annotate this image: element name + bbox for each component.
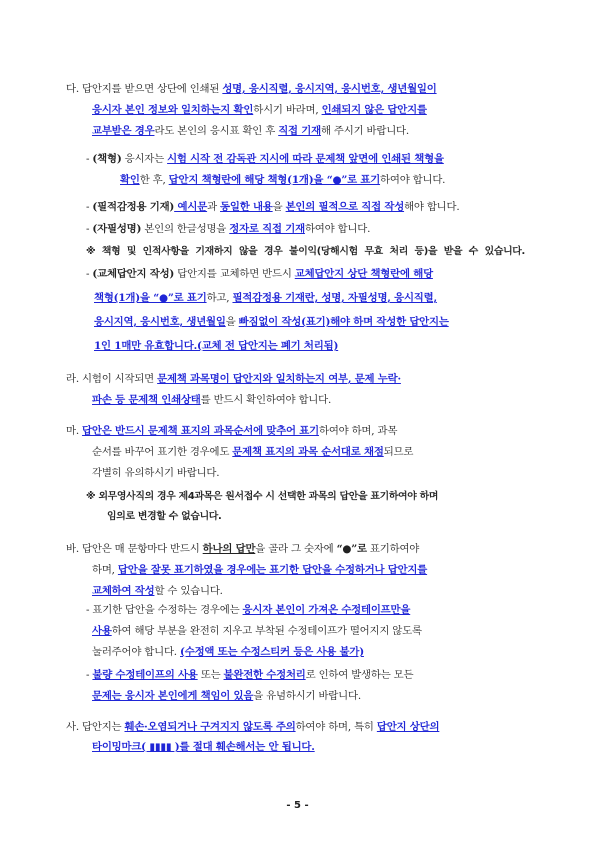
text-run: 라. 시험이 시작되면 xyxy=(66,373,158,385)
text-run: 하여야 하며, 특히 xyxy=(295,721,377,733)
text-line xyxy=(92,689,361,703)
text-run: 로 인하여 발생하는 모든 xyxy=(305,669,414,681)
text-run: 문제책 과목명이 답안지와 일치하는지 여부, 문제 누락· xyxy=(157,373,401,385)
text-run: 교체답안지 상단 책형란에 해당 xyxy=(294,268,433,280)
text-line xyxy=(92,740,315,754)
text-line xyxy=(107,509,222,524)
text-run: 하고, xyxy=(206,292,233,304)
text-run: 하여 해당 부분을 완전히 지우고 부착된 수정테이프가 떨어지지 않도록 xyxy=(111,625,422,637)
text-run: - xyxy=(86,268,93,280)
text-run: 불량 수정테이프의 사용 xyxy=(92,669,198,681)
text-run: 교체하여 작성 xyxy=(92,585,155,597)
text-line xyxy=(86,267,433,281)
text-run: 과 xyxy=(207,201,221,213)
text-run: 한 후, xyxy=(139,174,169,186)
text-run: 인쇄되지 않은 답안지를 xyxy=(321,104,427,116)
text-line xyxy=(86,244,525,259)
text-run: 직접 기재 xyxy=(278,125,321,137)
text-run: 교부받은 경우 xyxy=(92,125,155,137)
text-run: 응시자 본인이 가져온 수정테이프만을 xyxy=(242,604,411,616)
text-line xyxy=(66,720,439,734)
text-run: 되므로 xyxy=(383,446,414,458)
text-run: 을 골라 그 숫자에 xyxy=(255,543,337,555)
text-run: (책형) xyxy=(92,153,122,165)
text-run: 필적감정용 기재란, 성명, 자필성명, 응시직렬, xyxy=(232,292,437,304)
text-run: 1인 1매만 유효합니다.(교체 전 답안지는 폐기 처리됨) xyxy=(94,340,339,352)
page-number: - 5 - xyxy=(286,800,309,811)
text-run: 하여야 합니다. xyxy=(304,223,371,235)
text-run: 답안지를 교체하면 반드시 xyxy=(174,268,295,280)
text-run: 하여야 합니다. xyxy=(380,174,446,186)
text-line xyxy=(66,424,397,438)
text-line xyxy=(86,489,438,504)
text-run: 답안은 반드시 문제책 표지의 과목순서에 맞추어 표기 xyxy=(82,425,319,437)
text-run: 을 xyxy=(272,201,286,213)
text-run: 시험 시작 전 감독관 지시에 따라 문제책 앞면에 인쇄된 책형을 xyxy=(167,153,444,165)
text-line xyxy=(94,339,338,353)
text-run: - xyxy=(86,669,93,681)
text-run: 불완전한 수정처리 xyxy=(223,669,306,681)
text-line xyxy=(66,542,419,556)
text-run: ※ 외무영사직의 경우 제4과목은 원서접수 시 선택한 과목의 답안을 표기하여야 하며 xyxy=(86,491,439,502)
text-run: 해 주시기 바랍니다. xyxy=(320,125,409,137)
text-run: 빠짐없이 작성(표기)해야 하며 작성한 답안지는 xyxy=(238,316,449,328)
text-line xyxy=(92,103,427,117)
text-run: 바. 답안은 매 문항마다 반드시 xyxy=(66,543,203,555)
text-run: 를 반드시 확인하여야 합니다. xyxy=(200,394,332,406)
text-run: 순서를 바꾸어 표기한 경우에도 xyxy=(92,446,233,458)
text-run: 답안지 상단의 xyxy=(376,721,440,733)
text-run: (교체답안지 작성) xyxy=(92,268,175,280)
text-run: 응시지역, 응시번호, 생년월일 xyxy=(94,316,226,328)
text-line xyxy=(86,668,413,682)
text-run: - xyxy=(86,201,93,213)
text-line xyxy=(92,645,364,659)
text-run: 문제책 표지의 과목 순서대로 채점 xyxy=(232,446,384,458)
text-run: 표기하여야 xyxy=(366,543,420,555)
text-run: 하며, xyxy=(92,564,118,576)
text-run: (수정액 또는 수정스티커 등은 사용 불가) xyxy=(180,646,364,658)
text-run: - xyxy=(86,223,93,235)
text-run: (자필성명) xyxy=(92,223,142,235)
text-run: 본인의 필적으로 직접 작성 xyxy=(285,201,405,213)
text-run: 다. 답안지를 받으면 상단에 인쇄된 xyxy=(66,83,223,95)
text-run: 임의로 변경할 수 없습니다. xyxy=(107,511,222,522)
text-line xyxy=(92,584,223,598)
text-line xyxy=(92,445,413,459)
text-run: 하시기 바라며, xyxy=(253,104,322,116)
text-run: 답안지 책형란에 해당 책형(1개)을 “●”로 표기 xyxy=(168,174,381,186)
text-run: 하여야 하며, 과목 xyxy=(318,425,398,437)
text-run: 답안을 잘못 표기하였을 경우에는 표기한 답안을 수정하거나 답안지를 xyxy=(117,564,428,576)
text-line xyxy=(86,222,370,236)
text-run: 라도 본인의 응시표 확인 후 xyxy=(154,125,279,137)
text-line xyxy=(92,624,422,638)
text-run: 각별히 유의하시기 바랍니다. xyxy=(92,467,220,479)
text-line xyxy=(120,173,445,187)
text-run: 또는 xyxy=(197,669,224,681)
text-run: 예시문 xyxy=(174,201,208,213)
text-run: 응시자 본인 정보와 일치하는지 확인 xyxy=(92,104,254,116)
text-line xyxy=(92,563,427,577)
text-line xyxy=(94,291,437,305)
text-run: 응시자는 xyxy=(121,153,168,165)
text-line xyxy=(92,124,409,138)
text-line xyxy=(86,603,410,617)
text-run: 타이밍마크( ▮▮▮▮ )를 절대 훼손해서는 안 됩니다. xyxy=(92,741,315,753)
text-run: 파손 등 문제책 인쇄상태 xyxy=(92,394,201,406)
text-run: 훼손·오염되거나 구겨지지 않도록 주의 xyxy=(124,721,296,733)
text-run: - xyxy=(86,153,93,165)
text-run: 마. xyxy=(66,425,83,437)
text-run: 을 xyxy=(225,316,239,328)
text-run: 사. 답안지는 xyxy=(66,721,125,733)
text-run: 책형(1개)을 “●”로 표기 xyxy=(94,292,207,304)
text-run: (필적감정용 기재) xyxy=(92,201,175,213)
text-line xyxy=(92,393,331,407)
text-run: 성명, 응시직렬, 응시지역, 응시번호, 생년월일이 xyxy=(222,83,437,95)
text-run: 확인 xyxy=(120,174,140,186)
text-run: 동일한 내용 xyxy=(220,201,273,213)
text-run: ※ 책형 및 인적사항을 기재하지 않을 경우 불이익(당해시험 무효 처리 등)을 받을 수 있습니다. xyxy=(86,246,525,257)
text-run: 눌러주어야 합니다. xyxy=(92,646,181,658)
text-run: 을 유념하시기 바랍니다. xyxy=(253,690,361,702)
text-run: 할 수 있습니다. xyxy=(154,585,223,597)
text-line xyxy=(66,372,401,386)
text-run: 본인의 한글성명을 xyxy=(141,223,230,235)
text-line xyxy=(66,82,437,96)
text-line xyxy=(94,315,449,329)
text-run: “●”로 xyxy=(336,543,367,555)
text-run: 문제는 응시자 본인에게 책임이 있음 xyxy=(92,690,254,702)
text-line xyxy=(86,200,459,214)
text-run: 해야 합니다. xyxy=(404,201,460,213)
text-run: 하나의 답만 xyxy=(202,543,256,555)
text-run: - 표기한 답안을 수정하는 경우에는 xyxy=(86,604,243,616)
text-run: 사용 xyxy=(92,625,112,637)
text-line xyxy=(92,466,219,480)
text-run: 정자로 직접 기재 xyxy=(229,223,305,235)
text-line xyxy=(86,152,444,166)
